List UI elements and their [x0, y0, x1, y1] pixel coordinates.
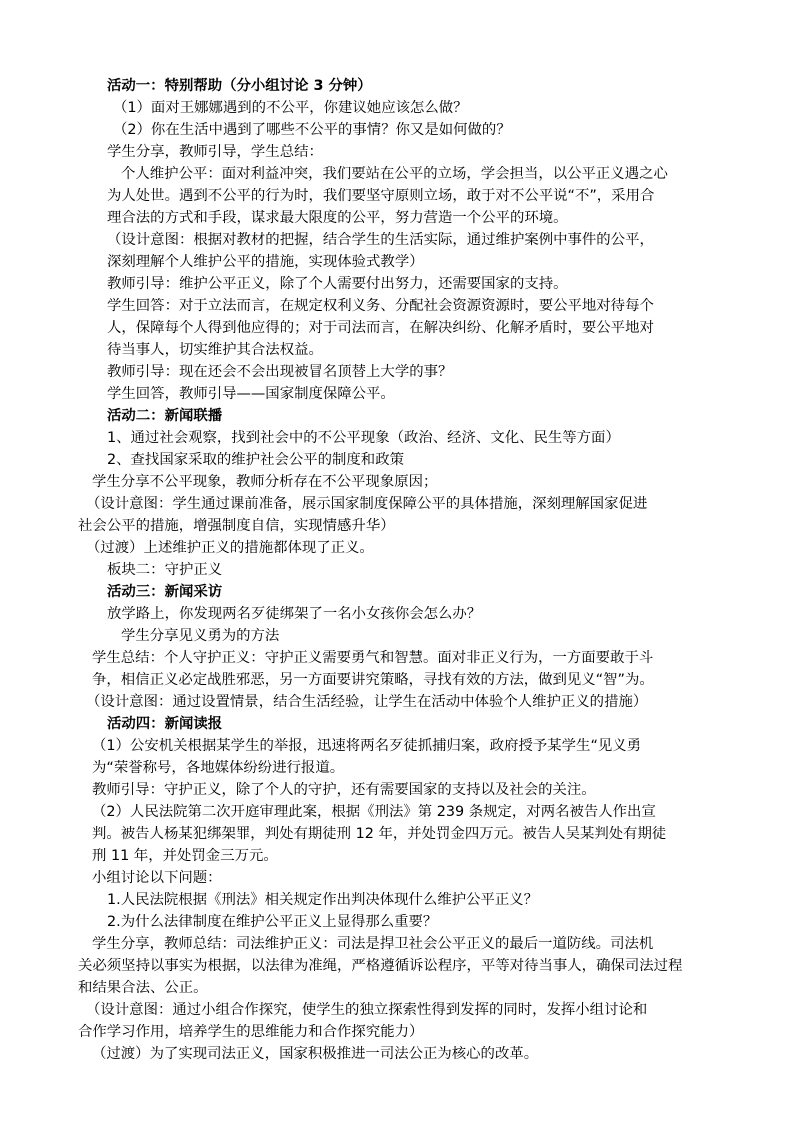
transition-line: （过渡）为了实现司法正义，国家积极推进一司法公正为核心的改革。: [92, 1046, 539, 1062]
discussion-question: 2.为什么法律制度在维护公平正义上显得那么重要？: [107, 914, 438, 930]
text-line: 学生分享不公平现象，教师分析存在不公平现象原因；: [92, 474, 438, 490]
transition-line: （过渡）上述维护正义的措施都体现了正义。: [86, 540, 374, 556]
design-intent: （设计意图：通过设置情景，结合生活经验，让学生在活动中体验个人维护正义的措施）: [86, 694, 648, 710]
heading-activity-1: 活动一：特别帮助（分小组讨论 3 分钟）: [107, 78, 372, 94]
text-line: 理合法的方式和手段，谋求最大限度的公平，努力营造一个公平的环境。: [107, 210, 568, 226]
text-line: 待当事人，切实维护其合法权益。: [107, 342, 323, 358]
text-line: 为人处世。遇到不公平的行为时，我们要坚守原则立场，敢于对不公平说“不”，采用合: [107, 188, 655, 204]
heading-activity-3: 活动三：新闻采访: [107, 584, 223, 600]
section-heading: 板块二：守护正义: [107, 562, 223, 578]
text-line: 2、查找国家采取的维护社会公平的制度和政策: [107, 452, 404, 468]
question-1-2: （2）你在生活中遇到了哪些不公平的事情？你又是如何做的？: [113, 122, 511, 138]
text-line: 判。被告人杨某犯绑架罪，判处有期徒刑 12 年，并处罚金四万元。被告人吴某判处有期徒: [92, 826, 667, 842]
text-line: 学生回答，教师引导——国家制度保障公平。: [107, 386, 395, 402]
text-line: 深刻理解个人维护公平的措施，实现体验式教学）: [107, 254, 424, 270]
text-line: 合作学习作用，培养学生的思维能力和合作探究能力）: [78, 1024, 424, 1040]
text-line: 关必须坚持以事实为根据，以法律为准绳，严格遵循诉讼程序，平等对待当事人，确保司法过程: [78, 958, 683, 974]
text-line: 教师引导：守护正义，除了个人的守护，还有需要国家的支持以及社会的关注。: [92, 782, 596, 798]
heading-activity-4: 活动四：新闻读报: [107, 716, 223, 732]
text-line: 争，相信正义必定战胜邪恶，另一方面要讲究策略，寻找有效的方法，做到见义“智”为。: [92, 672, 654, 688]
text-line: 社会公平的措施，增强制度自信，实现情感升华）: [78, 518, 395, 534]
text-line: 小组讨论以下问题：: [92, 870, 222, 886]
text-line: 刑 11 年，并处罚金三万元。: [92, 848, 278, 864]
design-intent: （设计意图：学生通过课前准备，展示国家制度保障公平的具体措施，深刻理解国家促进: [86, 496, 648, 512]
text-line: 学生分享，教师引导，学生总结：: [107, 144, 323, 160]
text-line: 个人维护公平：面对利益冲突，我们要站在公平的立场，学会担当，以公平正义遇之心: [121, 166, 668, 182]
discussion-question: 1.人民法院根据《刑法》相关规定作出判决体现什么维护公平正义？: [107, 892, 539, 908]
text-line: 放学路上，你发现两名歹徒绑架了一名小女孩你会怎么办？: [107, 606, 482, 622]
question-1-1: （1）面对王娜娜遇到的不公平，你建议她应该怎么做？: [113, 100, 468, 116]
text-line: 学生分享见义勇为的方法: [121, 628, 280, 644]
text-line: 人，保障每个人得到他应得的；对于司法而言，在解决纠纷、化解矛盾时，要公平地对: [107, 320, 654, 336]
text-line: 教师引导：维护公平正义，除了个人需要付出努力，还需要国家的支持。: [107, 276, 568, 292]
text-line: 1、通过社会观察，找到社会中的不公平现象（政治、经济、文化、民生等方面）: [107, 430, 620, 446]
heading-activity-2: 活动二：新闻联播: [107, 408, 223, 424]
text-line: 学生分享，教师总结：司法维护正义：司法是捍卫社会公平正义的最后一道防线。司法机: [92, 936, 654, 952]
text-line: （2）人民法院第二次开庭审理此案，根据《刑法》第 239 条规定，对两名被告人作出宣: [92, 804, 656, 820]
text-line: （1）公安机关根据某学生的举报，迅速将两名歹徒抓捕归案，政府授予某学生“见义勇: [92, 738, 642, 754]
text-line: 教师引导：现在还会不会出现被冒名顶替上大学的事？: [107, 364, 453, 380]
text-line: 学生总结：个人守护正义：守护正义需要勇气和智慧。面对非正义行为，一方面要敢于斗: [92, 650, 654, 666]
text-line: 为“荣誉称号，各地媒体纷纷进行报道。: [92, 760, 345, 776]
text-line: 和结果合法、公正。: [78, 980, 208, 996]
text-line: 学生回答：对于立法而言，在规定权利义务、分配社会资源资源时，要公平地对待每个: [107, 298, 654, 314]
design-intent: （设计意图：根据对教材的把握，结合学生的生活实际，通过维护案例中事件的公平，: [107, 232, 654, 248]
design-intent: （设计意图：通过小组合作探究，使学生的独立探索性得到发挥的同时，发挥小组讨论和: [86, 1002, 648, 1018]
